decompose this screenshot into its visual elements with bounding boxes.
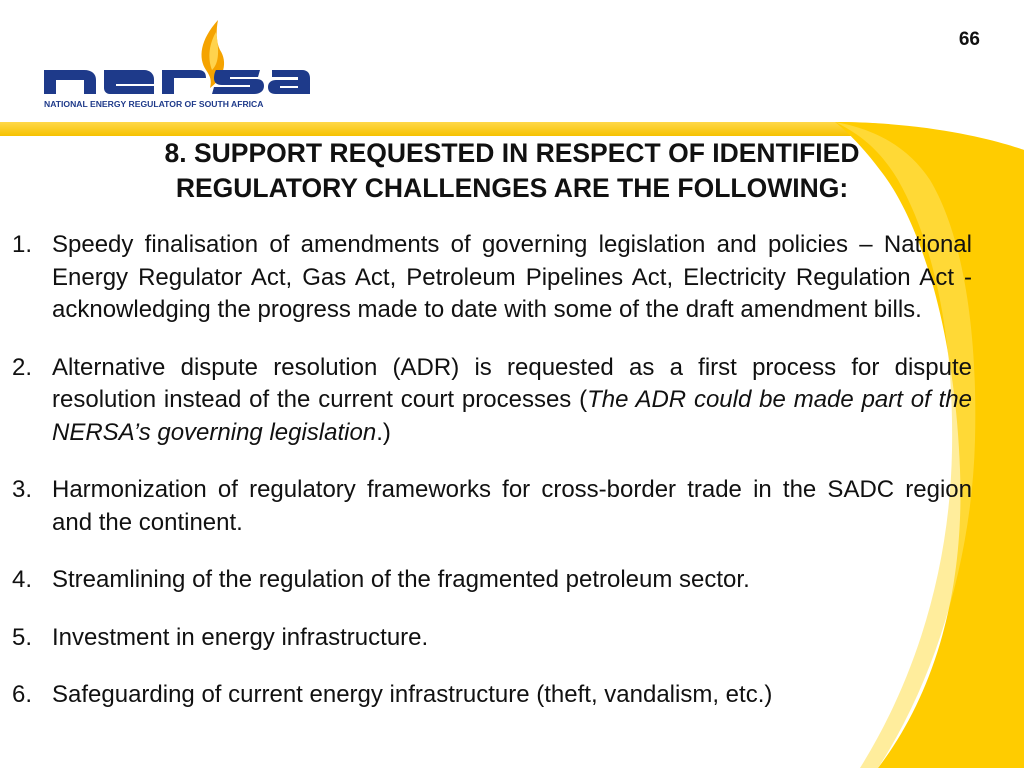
- list-item-text: Streamlining of the regulation of the fragmented petroleum sector.: [52, 566, 750, 593]
- list-item-number: 4.: [12, 566, 33, 593]
- list-item-text: Harmonization of regulatory frameworks for cross-border trade in the SADC region and the continent.: [52, 476, 972, 536]
- list-item-text: Alternative dispute resolution (ADR) is requested as a first process for dispute resolution instead of the current court processes (: [52, 353, 972, 413]
- list-item-text-end: .): [376, 418, 391, 446]
- list-item: [12, 352, 972, 450]
- list-item-text: Safeguarding of current energy infrastructure (theft, vandalism, etc.): [52, 681, 773, 708]
- logo-tagline: NATIONAL ENERGY REGULATOR OF SOUTH AFRICA: [44, 99, 264, 109]
- list-item-number: 5.: [12, 623, 33, 651]
- list-item-text: Investment in energy infrastructure.: [52, 623, 429, 651]
- list-item-italic-text: The ADR could be made part of the NERSA’s governing legislation: [52, 386, 972, 446]
- list-item: [12, 564, 972, 597]
- yellow-band: [0, 122, 905, 136]
- list-item-number: 1.: [12, 231, 33, 258]
- list-item: [12, 474, 972, 539]
- list-item: [12, 622, 972, 655]
- numbered-list: [12, 229, 972, 737]
- page-number: 66: [958, 29, 980, 50]
- slide-title: [60, 136, 964, 206]
- list-item-text: Speedy finalisation of amendments of governing legislation and policies – National Energy Regulator Act, Gas Act, Petroleum Pipelines Act, Electricity Regulation Act - acknowledging the progress made to date with some of the draft amendment bills.: [52, 231, 972, 323]
- list-item-number: 2.: [12, 353, 33, 381]
- list-item: [12, 679, 972, 712]
- title-line-1: 8. SUPPORT REQUESTED IN RESPECT OF IDENTIFIED: [164, 138, 860, 168]
- list-item: [12, 229, 972, 327]
- list-item-number: 6.: [12, 681, 33, 708]
- list-item-number: 3.: [12, 476, 33, 503]
- nersa-logo: [40, 18, 310, 110]
- title-line-2: REGULATORY CHALLENGES ARE THE FOLLOWING:: [175, 173, 849, 203]
